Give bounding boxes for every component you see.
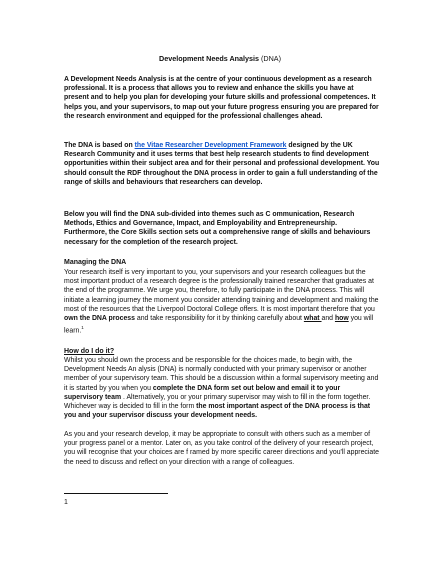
- develop-paragraph: As you and your research develop, it may be appropriate to consult with others such as a member of your progress panel or a mentor. Later on, as you take control of the delivery of your research project, you will recognise that your choices are f ramed by more specific career directions and you'll appreciate the need to discuss and reflect on your direction with a range of colleagues.: [64, 431, 379, 466]
- how-paragraph: [64, 356, 380, 420]
- important-aspect-text: the most important aspect of the DNA process is that you and your supervisor discuss your development needs.: [64, 403, 371, 420]
- framework-text-b: designed by the UK Research Community and it uses terms that best help research students to find development opportunities within their subject area and for their personal and professional development. You should consult the RDF throughout the DNA process in order to gain a full understanding of the range of skills and behaviours that researchers can develop.: [64, 142, 380, 186]
- and-text: and: [321, 315, 335, 323]
- vitae-framework-link[interactable]: the Vitae Researcher Development Framework: [134, 142, 287, 149]
- intro-paragraph: A Development Needs Analysis is at the centre of your continuous development as a research professional. It is a process that allows you to review and enhance the skills you have at present and to help you plan for developing your future skills and professional competences. It helps you, and your supervisors, to map out your future progress ensuring you are prepared for the research environment and equipped for the professional challenges ahead.: [64, 76, 379, 120]
- how-text: how: [334, 315, 349, 323]
- managing-paragraph: [64, 268, 380, 336]
- framework-paragraph: [64, 141, 380, 187]
- complete-form-text: complete the DNA form set out below and email it to your supervisory team: [64, 384, 341, 401]
- title-bold: Development Needs Analysis: [159, 54, 260, 63]
- how-text-a: Whilst you should own the process and be responsible for the choices made, to begin with, the Development Needs An alysis (DNA) is normally conducted with your primary supervisor or another member of your supervisory team. This should be a discussion within a formal supervisory meeting and it is started by you when you: [64, 357, 379, 392]
- managing-heading: Managing the DNA: [64, 259, 127, 266]
- managing-text-c: you will learn.: [64, 315, 374, 335]
- how-text-b: . Alternatively, you or your primary supervisor may wish to fill in the form together. Whichever way is decided to fill in the form: [64, 393, 371, 411]
- managing-text-b: and take responsibility for it by thinking carefully about: [134, 315, 304, 323]
- footnote-divider: [64, 493, 168, 494]
- own-process-text: own the DNA process: [64, 315, 135, 323]
- themes-paragraph: Below you will find the DNA sub-divided into themes such as C ommunication, Research Methods, Ethics and Governance, Impact, and Employability and Entrepreneurship. Furthermore, the Core Skills section sets out a comprehensive range of skills and behaviours necessary for the completion of the research project.: [64, 211, 371, 246]
- how-heading: How do I do it?: [64, 348, 115, 355]
- page-title: [0, 54, 440, 63]
- framework-text-a: The DNA is based on: [64, 142, 135, 149]
- footnote-number: 1: [64, 499, 68, 506]
- title-suffix: (DNA): [259, 54, 281, 63]
- managing-text-a: Your research itself is very important to you, your supervisors and your research colleagues but the most important product of a research degree is the professionally trained researcher that graduates at the end of the programme. We urge you, therefore, to fully participate in the DNA process. This will initiate a learning journey the moment you consider attending training and development and making the most of the resources that the Liverpool Doctoral College offers. It is most important therefore that you: [64, 269, 379, 313]
- footnote-ref: 1: [81, 325, 84, 331]
- what-text: what: [303, 315, 322, 323]
